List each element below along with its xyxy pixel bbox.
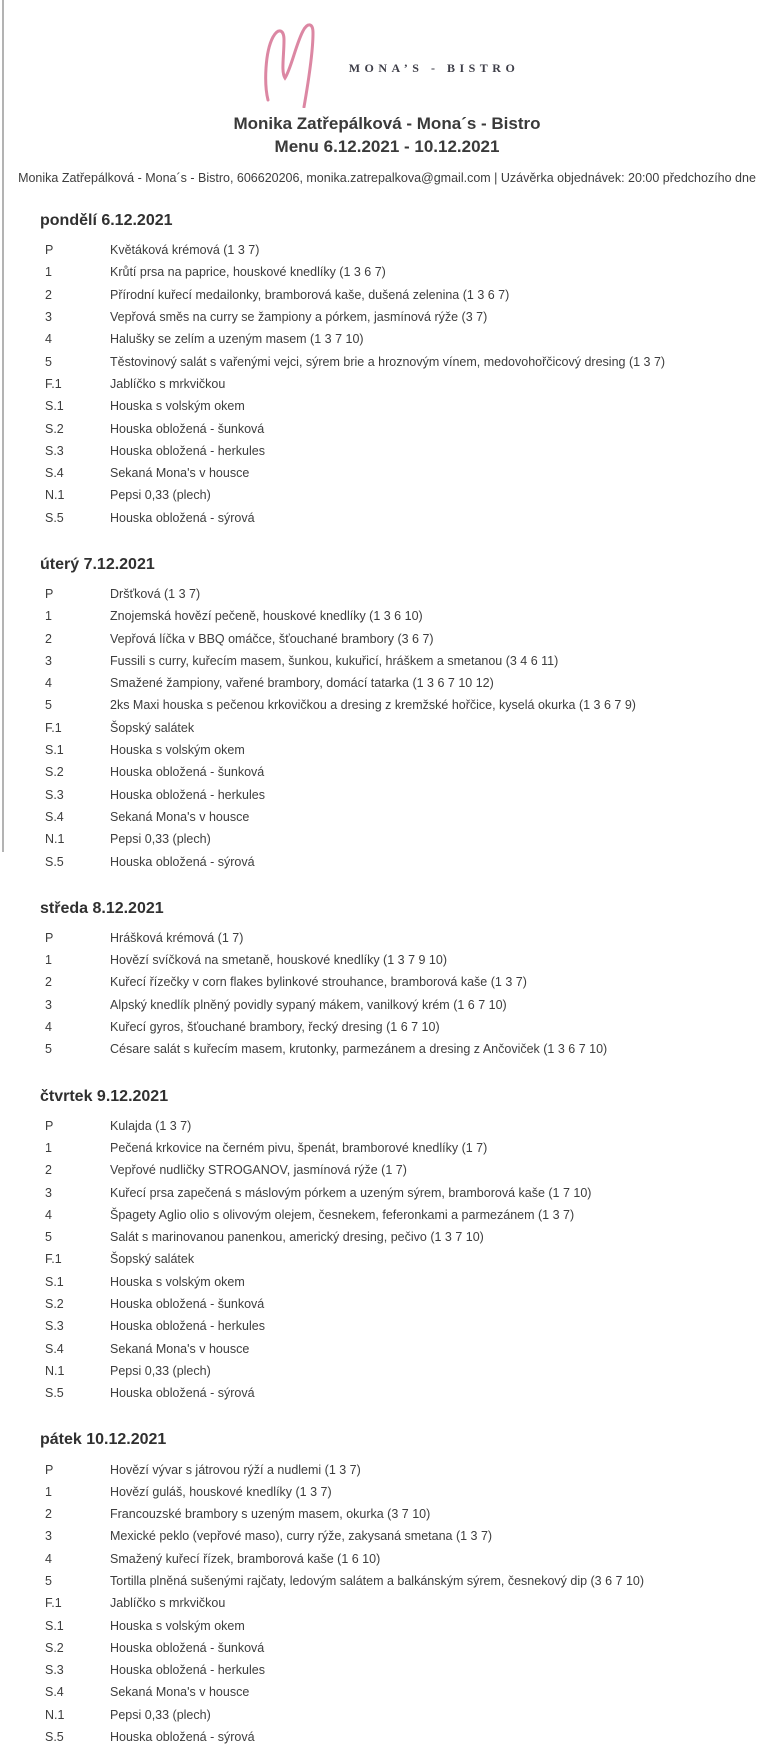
item-code: 3	[45, 653, 52, 668]
item-code: S.2	[45, 1297, 64, 1312]
item-code: S.1	[45, 1274, 64, 1289]
brand-wordmark: MONA’S - BISTRO	[348, 60, 520, 75]
menu-row	[40, 717, 754, 739]
item-code: S.1	[45, 399, 64, 414]
item-code: 4	[45, 676, 52, 691]
item-text: Vepřová směs na curry se žampiony a pórkem, jasmínová rýže (3 7)	[110, 310, 488, 325]
menu-row	[40, 1360, 754, 1382]
menu-row	[40, 828, 754, 850]
item-code: F.1	[45, 1252, 62, 1267]
menu-day-section	[40, 211, 754, 529]
item-text: Hovězí svíčková na smetaně, houskové knedlíky (1 3 7 9 10)	[110, 953, 447, 968]
item-text: Houska obložená - šunková	[110, 1297, 265, 1312]
item-code: 1	[45, 265, 52, 280]
item-text: Pepsi 0,33 (plech)	[110, 1707, 211, 1722]
item-code: N.1	[45, 1707, 65, 1722]
item-code: S.5	[45, 1386, 64, 1401]
item-text: Sekaná Mona's v housce	[110, 809, 250, 824]
item-code: S.5	[45, 854, 64, 869]
item-text: Houska obložená - sýrová	[110, 854, 255, 869]
day-heading: čtvrtek 9.12.2021	[40, 1087, 169, 1105]
menu-row	[40, 484, 754, 506]
menu-row	[40, 672, 754, 694]
item-code: 1	[45, 1484, 52, 1499]
menu-row	[40, 650, 754, 672]
item-code: 2	[45, 287, 52, 302]
menu-row	[40, 284, 754, 306]
menu-row	[40, 1659, 754, 1681]
item-text: Sekaná Mona's v housce	[110, 466, 250, 481]
day-heading: středa 8.12.2021	[40, 899, 164, 917]
item-text: 2ks Maxi houska s pečenou krkovičkou a dresing z kremžské hořčice, kyselá okurka (1 3 6 7 9)	[110, 698, 636, 713]
item-code: 4	[45, 1020, 52, 1035]
item-code: 3	[45, 1529, 52, 1544]
menu-row	[40, 1681, 754, 1703]
menu-row	[40, 1614, 754, 1636]
item-text: Vepřové nudličky STROGANOV, jasmínová rýže (1 7)	[110, 1163, 407, 1178]
item-code: S.4	[45, 809, 64, 824]
menu-row	[40, 784, 754, 806]
menu-row	[40, 1159, 754, 1181]
menu-row	[40, 971, 754, 993]
item-text: Houska obložená - herkules	[110, 443, 265, 458]
menu-row	[40, 462, 754, 484]
item-text: Pepsi 0,33 (plech)	[110, 488, 211, 503]
menu-row	[40, 583, 754, 605]
item-text: Houska obložená - šunková	[110, 421, 265, 436]
item-text: Francouzské brambory s uzeným masem, okurka (3 7 10)	[110, 1507, 431, 1522]
item-code: 2	[45, 975, 52, 990]
menu-row	[40, 1525, 754, 1547]
menu-row	[40, 507, 754, 529]
item-text: Houska obložená - šunková	[110, 765, 265, 780]
item-text: Přírodní kuřecí medailonky, bramborová kaše, dušená zelenina (1 3 6 7)	[110, 287, 510, 302]
page-left-border	[2, 0, 4, 852]
item-code: S.2	[45, 1640, 64, 1655]
day-rows	[40, 1458, 754, 1748]
item-text: Hovězí guláš, houskové knedlíky (1 3 7)	[110, 1484, 332, 1499]
item-code: 2	[45, 1163, 52, 1178]
item-code: N.1	[45, 832, 65, 847]
item-text: Houska obložená - herkules	[110, 787, 265, 802]
item-text: Kuřecí gyros, šťouchané brambory, řecký dresing (1 6 7 10)	[110, 1020, 440, 1035]
menu-row	[40, 761, 754, 783]
menu-row	[40, 1337, 754, 1359]
item-text: Jablíčko s mrkvičkou	[110, 1596, 226, 1611]
item-code: 2	[45, 1507, 52, 1522]
item-text: Houska obložená - šunková	[110, 1640, 265, 1655]
item-code: 3	[45, 997, 52, 1012]
item-code: P	[45, 1462, 54, 1477]
day-rows	[40, 927, 754, 1061]
item-text: Kulajda (1 3 7)	[110, 1118, 192, 1133]
menu-row	[40, 1726, 754, 1748]
menu-row	[40, 1038, 754, 1060]
item-text: Vepřová líčka v BBQ omáčce, šťouchané brambory (3 6 7)	[110, 631, 434, 646]
item-code: S.5	[45, 510, 64, 525]
item-text: Pepsi 0,33 (plech)	[110, 832, 211, 847]
item-text: Houska s volským okem	[110, 399, 245, 414]
item-text: Tortilla plněná sušenými rajčaty, ledovým salátem a balkánským sýrem, česnekový dip (3 6 7 10)	[110, 1573, 645, 1588]
item-text: Znojemská hovězí pečeně, houskové knedlíky (1 3 6 10)	[110, 609, 423, 624]
menu-row	[40, 1548, 754, 1570]
item-text: Květáková krémová (1 3 7)	[110, 243, 260, 258]
item-text: Mexické peklo (vepřové maso), curry rýže, zakysaná smetana (1 3 7)	[110, 1529, 493, 1544]
menu-row	[40, 350, 754, 372]
item-code: 5	[45, 1573, 52, 1588]
menu-row	[40, 1271, 754, 1293]
menu-row	[40, 417, 754, 439]
menu-row	[40, 739, 754, 761]
day-rows	[40, 1115, 754, 1405]
menu-row	[40, 306, 754, 328]
menu-date-range: Menu 6.12.2021 - 10.12.2021	[274, 137, 500, 156]
item-code: 3	[45, 310, 52, 325]
menu-day-section	[40, 555, 754, 873]
item-code: P	[45, 930, 54, 945]
menu-row	[40, 694, 754, 716]
item-text: Salát s marinovanou panenkou, americký dresing, pečivo (1 3 7 10)	[110, 1230, 484, 1245]
menu-row	[40, 1481, 754, 1503]
item-text: Smažený kuřecí řízek, bramborová kaše (1 6 10)	[110, 1551, 381, 1566]
menu-row	[40, 949, 754, 971]
item-text: Alpský knedlík plněný povidly sypaný mákem, vanilkový krém (1 6 7 10)	[110, 997, 507, 1012]
item-text: Kuřecí řízečky v corn flakes bylinkové strouhance, bramborová kaše (1 3 7)	[110, 975, 527, 990]
menu-row	[40, 1137, 754, 1159]
menu-day-section	[40, 899, 754, 1061]
item-code: F.1	[45, 1596, 62, 1611]
menu-row	[40, 1016, 754, 1038]
item-text: Špagety Aglio olio s olivovým olejem, česnekem, feferonkami a parmezánem (1 3 7)	[110, 1207, 575, 1222]
menu-row	[40, 1382, 754, 1404]
item-text: Pečená krkovice na černém pivu, špenát, bramborové knedlíky (1 7)	[110, 1140, 488, 1155]
item-code: P	[45, 243, 54, 258]
menu-row	[40, 1637, 754, 1659]
item-code: 5	[45, 1042, 52, 1057]
item-text: Césare salát s kuřecím masem, krutonky, parmezánem a dresing z Ančoviček (1 3 6 7 10)	[110, 1042, 608, 1057]
menu-row	[40, 328, 754, 350]
contact-info-line: Monika Zatřepálková - Mona´s - Bistro, 606620206, monika.zatrepalkova@gmail.com | Uzávěrka objednávek: 20:00 předchozího dne	[18, 171, 756, 185]
item-code: F.1	[45, 720, 62, 735]
item-text: Hovězí vývar s játrovou rýží a nudlemi (1 3 7)	[110, 1462, 361, 1477]
item-text: Jablíčko s mrkvičkou	[110, 376, 226, 391]
item-text: Krůtí prsa na paprice, houskové knedlíky (1 3 6 7)	[110, 265, 386, 280]
day-rows	[40, 239, 754, 529]
menu-row	[40, 1115, 754, 1137]
menu-row	[40, 1503, 754, 1525]
menu-day-section	[40, 1430, 754, 1748]
item-text: Houska s volským okem	[110, 1274, 245, 1289]
item-code: S.3	[45, 787, 64, 802]
menu-row	[40, 1458, 754, 1480]
item-code: P	[45, 587, 54, 601]
item-text: Fussili s curry, kuřecím masem, šunkou, kukuřicí, hráškem a smetanou (3 4 6 11)	[110, 653, 559, 668]
item-code: 4	[45, 1207, 52, 1222]
item-text: Houska obložená - sýrová	[110, 1386, 255, 1401]
item-text: Houska obložená - herkules	[110, 1319, 265, 1334]
menu-row	[40, 373, 754, 395]
menu-row	[40, 1592, 754, 1614]
item-code: S.4	[45, 466, 64, 481]
menu-day-section	[40, 1087, 754, 1405]
menu-row	[40, 1226, 754, 1248]
item-code: S.3	[45, 1663, 64, 1678]
item-code: S.1	[45, 743, 64, 758]
item-code: 5	[45, 354, 52, 369]
day-heading: pátek 10.12.2021	[40, 1431, 167, 1449]
item-text: Sekaná Mona's v housce	[110, 1685, 250, 1700]
item-code: F.1	[45, 376, 62, 391]
menu-row	[40, 239, 754, 261]
item-code: S.1	[45, 1618, 64, 1633]
item-code: 4	[45, 1551, 52, 1566]
menu-row	[40, 605, 754, 627]
menu-row	[40, 1570, 754, 1592]
item-text: Sekaná Mona's v housce	[110, 1341, 250, 1356]
day-heading: pondělí 6.12.2021	[40, 212, 173, 229]
item-text: Těstovinový salát s vařenými vejci, sýrem brie a hroznovým vínem, medovohořčicový dresing (1 3 7)	[110, 354, 666, 369]
item-code: 1	[45, 609, 52, 624]
page-header	[0, 0, 774, 185]
item-text: Šopský salátek	[110, 1252, 195, 1267]
item-code: 5	[45, 698, 52, 713]
menu-row	[40, 1315, 754, 1337]
page-title: Monika Zatřepálková - Mona´s - Bistro	[233, 114, 541, 133]
item-text: Houska obložená - herkules	[110, 1663, 265, 1678]
item-text: Halušky se zelím a uzeným masem (1 3 7 10)	[110, 332, 364, 347]
day-heading: úterý 7.12.2021	[40, 555, 155, 573]
menu-row	[40, 1248, 754, 1270]
item-code: N.1	[45, 488, 65, 503]
item-text: Houska obložená - sýrová	[110, 510, 255, 525]
menu-row	[40, 395, 754, 417]
menu-row	[40, 261, 754, 283]
menu-row	[40, 1293, 754, 1315]
menu-row	[40, 850, 754, 872]
item-code: S.3	[45, 1319, 64, 1334]
item-text: Dršťková (1 3 7)	[110, 587, 201, 601]
menu-row	[40, 994, 754, 1016]
item-code: P	[45, 1118, 54, 1133]
menu-row	[40, 440, 754, 462]
menu-row	[40, 927, 754, 949]
item-code: N.1	[45, 1363, 65, 1378]
menu-row	[40, 1204, 754, 1226]
monas-monogram-icon	[255, 12, 333, 108]
item-text: Smažené žampiony, vařené brambory, domácí tatarka (1 3 6 7 10 12)	[110, 676, 494, 691]
item-text: Houska s volským okem	[110, 743, 245, 758]
item-text: Hrášková krémová (1 7)	[110, 930, 244, 945]
item-code: S.2	[45, 421, 64, 436]
item-code: S.4	[45, 1685, 64, 1700]
item-text: Kuřecí prsa zapečená s máslovým pórkem a uzeným sýrem, bramborová kaše (1 7 10)	[110, 1185, 592, 1200]
item-code: 1	[45, 953, 52, 968]
item-code: 1	[45, 1140, 52, 1155]
item-code: S.3	[45, 443, 64, 458]
menu-row	[40, 1181, 754, 1203]
item-code: S.5	[45, 1730, 64, 1745]
day-rows	[40, 583, 754, 873]
menu-row	[40, 627, 754, 649]
item-text: Šopský salátek	[110, 720, 195, 735]
item-code: 4	[45, 332, 52, 347]
menu-row	[40, 806, 754, 828]
item-code: S.4	[45, 1341, 64, 1356]
item-text: Houska obložená - sýrová	[110, 1730, 255, 1745]
item-text: Houska s volským okem	[110, 1618, 245, 1633]
item-text: Pepsi 0,33 (plech)	[110, 1363, 211, 1378]
item-code: S.2	[45, 765, 64, 780]
logo	[0, 12, 774, 108]
menu-days-container	[0, 211, 774, 1748]
item-code: 3	[45, 1185, 52, 1200]
menu-row	[40, 1704, 754, 1726]
item-code: 5	[45, 1230, 52, 1245]
item-code: 2	[45, 631, 52, 646]
